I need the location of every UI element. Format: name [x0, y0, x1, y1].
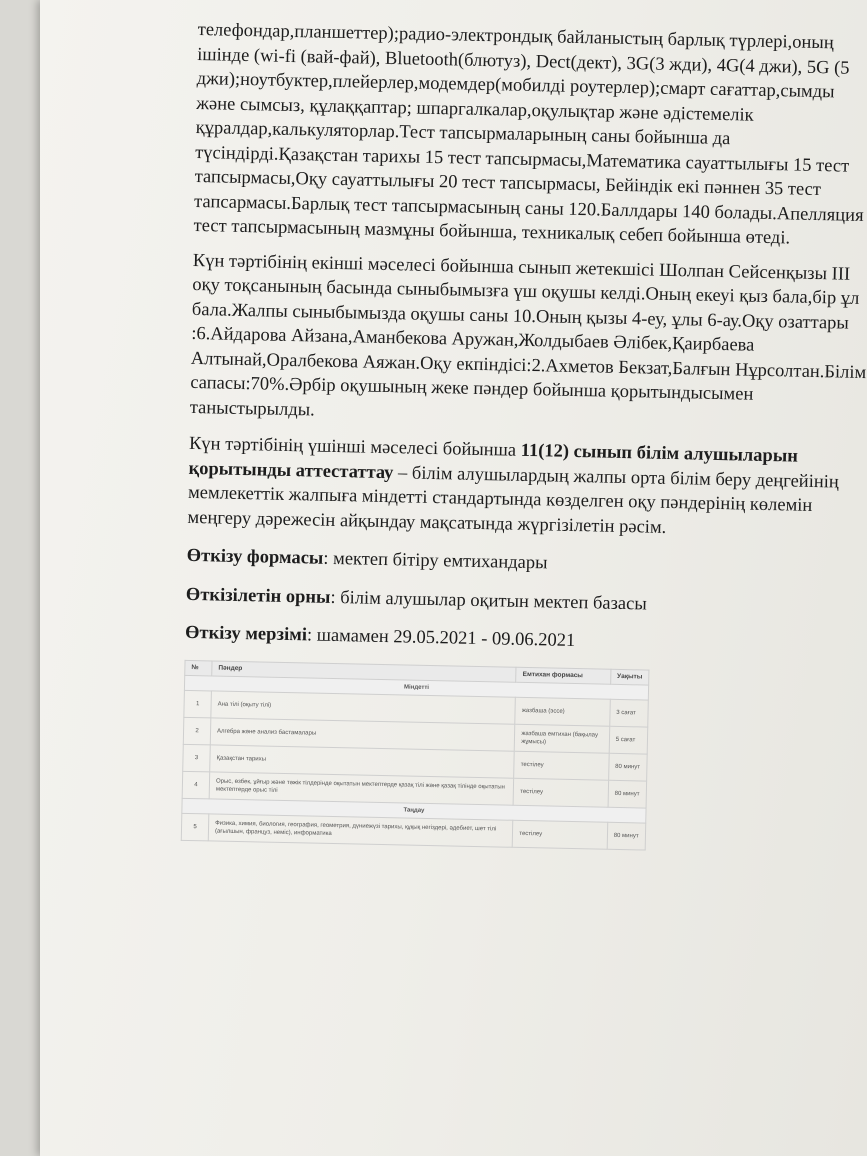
row-subject: Орыс, өзбек, ұйғыр және тәжік тілдерінде оқытатын мектептерде қазақ тілі және қазақ тілінде оқытатын мектептерде орыс тілі [209, 771, 514, 804]
row-time: 80 минут [608, 780, 647, 808]
row-form: жазбаша (эссе) [515, 697, 610, 726]
row-num: 2 [183, 717, 211, 745]
info-place-label: Өткізілетін орны [185, 584, 331, 608]
paragraph3-bold: 11(12) сынып білім алушыларын қорытынды аттестаттау [188, 440, 799, 483]
row-form: жазбаша емтихан (бақылау жұмысы) [515, 724, 610, 753]
row-subject: Ана тілі (оқыту тілі) [211, 690, 516, 723]
row-form: тестілеу [514, 751, 609, 780]
exam-table [181, 659, 650, 850]
row-num: 4 [182, 771, 210, 799]
row-time: 3 сағат [610, 699, 649, 727]
group-required: Міндетті [184, 675, 648, 700]
header-exam-form: Емтихан формасы [516, 667, 611, 684]
row-num: 5 [181, 813, 209, 841]
info-place [186, 582, 866, 621]
row-time: 80 минут [608, 753, 647, 781]
info-date-label: Өткізу мерзімі [184, 622, 308, 646]
info-form-label: Өткізу формасы [186, 545, 324, 569]
paragraph-final-attestation [187, 432, 867, 544]
row-time: 5 сағат [609, 726, 648, 754]
paragraph-class-report: Күн тәртібінің екінші мәселесі бойынша сынып жетекшісі Шолпан Сейсенқызы ІІІ оқу тоқсанының басында сыныбымызға үш оқушы келді.Оның екеуі қыз бала,бір ұл бала.Жалпы сыныбымызда оқушы саны 10.Оның қызы 4-еу, ұлы 6-ау.Оқу озаттары :6.Айдарова Айзана,Аманбекова Аружан,Жолдыбаев Әлібек,Қаирбаева Алтынай,Оралбекова Аяжан.Оқу екпіндісі:2.Ахметов Бекзат,Балғын Нұрсолтан.Білім сапасы:70%.Әрбір оқушының жеке пәндер бойынша қорытындысымен таныстырылды. [189, 250, 867, 421]
info-date-value: : шамамен 29.05.2021 - 09.06.2021 [306, 625, 576, 652]
row-time: 80 минут [607, 822, 646, 850]
row-num: 3 [183, 744, 211, 772]
document-content [181, 18, 867, 855]
header-subjects: Пәндер [212, 660, 517, 681]
document-page [40, 0, 867, 1156]
info-place-value: : білім алушылар оқитын мектеп базасы [330, 587, 647, 615]
header-num: № [185, 660, 212, 676]
paragraph3-intro: Күн тәртібінің үшінші мәселесі бойынша [188, 433, 521, 461]
row-num: 1 [184, 690, 212, 718]
row-subject: Қазақстан тарихы [210, 744, 515, 777]
info-date [185, 621, 865, 660]
header-time: Уақыты [610, 669, 649, 685]
group-optional: Таңдау [182, 798, 646, 823]
row-subject: Алгебра және анализ бастамалары [210, 717, 515, 750]
info-form-value: : мектеп бітіру емтихандары [323, 548, 548, 574]
row-form: тестілеу [513, 820, 608, 849]
row-subject: Физика, химия, биология, география, геометрия, дүниежүзі тарихы, құқық негіздері, әдебиет, шет тілі (ағылшын, француз, неміс), информатика [208, 813, 513, 846]
paragraph-exam-rules: телефондар,планшеттер);радио-электрондық байланыстың барлық түрлері,оның ішінде (wi-fi (вай-фай), Bluetooth(блютуз), Dect(дект), 3G(3 жди), 4G(4 джи), 5G (5 джи);ноутбуктер,плейерлер,модемдер(мобилді роутерлер);смарт сағаттар,сымды және сымсыз, құлаққаптар; шпаргалкалар,оқулықтар және әдістемелік құралдар,калькуляторлар.Тест тапсырмаларының саны бойынша да түсіндірді.Қазақстан тарихы 15 тест тапсырмасы,Математика сауаттылығы 15 тест тапсырмасы,Оқу сауаттылығы 20 тест тапсырмасы, Бейіндік екі пәннен 35 тест тапсармасы.Барлық тест тапсырмасының саны 120.Баллдары 140 болады.Апелляция тест тапсырмасының мазмұны бойынша, техникалық себеп бойынша өтеді. [193, 19, 864, 249]
paragraph3-rest: – білім алушылардың жалпы орта білім беру деңгейінің мемлекеттік жалпыға міндетті стандартында көзделген оқу пәндерінің көлемін меңгеру дәрежесін айқындау мақсатында жүргізілетін рәсім. [187, 462, 839, 538]
info-form [186, 544, 866, 583]
row-form: тестілеу [513, 778, 608, 807]
